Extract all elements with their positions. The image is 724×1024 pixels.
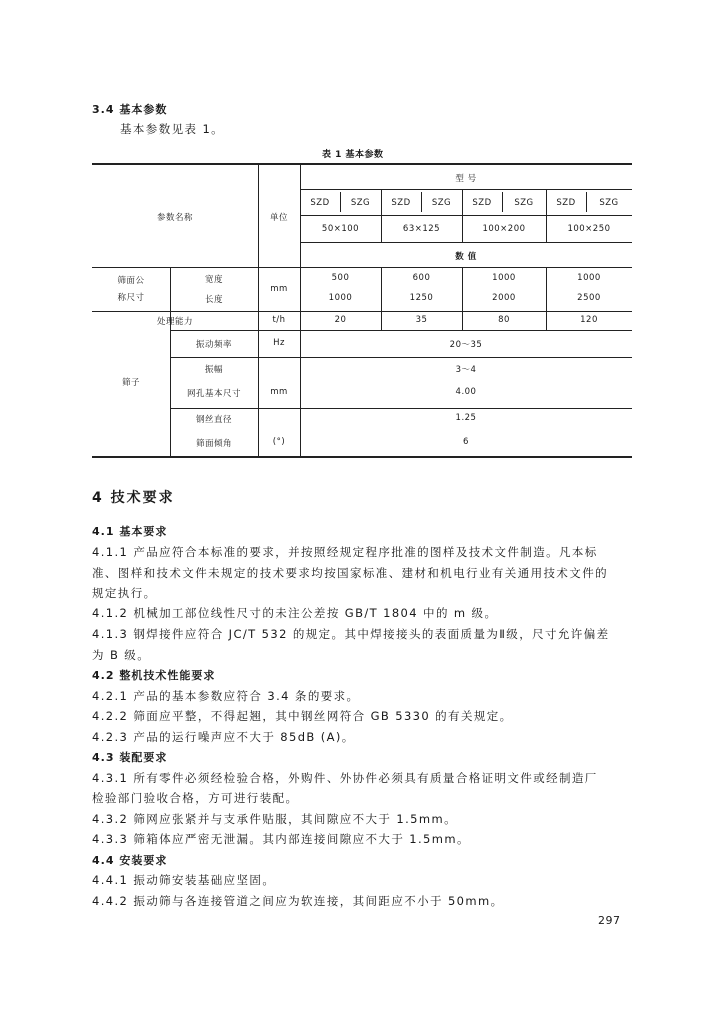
width-3: 1000 — [492, 273, 516, 283]
col-sep-1 — [381, 189, 382, 242]
frequency-unit: Hz — [273, 338, 285, 348]
capacity-3: 80 — [498, 315, 510, 325]
mesh-value: 4.00 — [455, 387, 477, 397]
size-4: 100×250 — [567, 224, 611, 234]
code-6: SZG — [514, 198, 534, 208]
table-bottom-border — [92, 456, 632, 458]
mesh-label: 网孔基本尺寸 — [186, 389, 241, 399]
clause-line: 4.1.3 钢焊接件应符合 JC/T 532 的规定。其中焊接接头的表面质量为Ⅱ级，尺寸允许偏差 — [92, 627, 610, 641]
clause-line: 检验部门验收合格，方可进行装配。 — [92, 791, 299, 805]
section-3-4-intro: 基本参数见表 1。 — [120, 122, 225, 136]
length-2: 1250 — [409, 293, 434, 303]
frequency-value: 20～35 — [449, 340, 483, 350]
capacity-1: 20 — [334, 315, 347, 325]
width-4: 1000 — [577, 273, 601, 283]
page-number: 297 — [598, 914, 621, 927]
amplitude-value: 3～4 — [455, 365, 477, 375]
section-4-heading: 4 技术要求 — [92, 490, 175, 506]
col-sep-3 — [546, 189, 547, 242]
surface-unit: mm — [270, 284, 288, 294]
screen-surface-label-2: 称尺寸 — [117, 293, 145, 303]
length-label: 长度 — [204, 295, 223, 305]
length-4: 2500 — [577, 293, 601, 303]
screen-label: 筛子 — [121, 378, 140, 388]
code-8: SZG — [599, 198, 619, 208]
clause-line: 4.2.1 产品的基本参数应符合 3.4 条的要求。 — [92, 689, 360, 703]
clause-heading: 4.2 整机技术性能要求 — [92, 669, 216, 682]
clause-line: 4.3.1 所有零件必须经检验合格，外购件、外协件必须具有质量合格证明文件或经制造厂 — [92, 771, 598, 785]
code-2: SZG — [350, 198, 371, 208]
capacity-2: 35 — [415, 315, 428, 325]
length-3: 2000 — [492, 293, 516, 303]
rule-mesh — [170, 408, 632, 409]
rule-frequency — [170, 357, 632, 358]
rule-header — [92, 267, 632, 268]
width-1: 500 — [331, 273, 350, 283]
size-2: 63×125 — [402, 224, 441, 234]
clause-line: 4.1.1 产品应符合本标准的要求，并按照经规定程序批准的图样及技术文件制造。凡本标 — [92, 545, 598, 559]
rule-model — [300, 189, 632, 190]
col-screen-sep — [170, 311, 171, 456]
incline-value: 6 — [463, 437, 469, 447]
clause-line: 4.3.3 筛箱体应严密无泄漏。其内部连接间隙应不大于 1.5mm。 — [92, 832, 470, 846]
capacity-label: 处理能力 — [156, 317, 193, 327]
rule-surface — [92, 311, 632, 312]
size-3: 100×200 — [482, 224, 526, 234]
frequency-label: 振动频率 — [195, 340, 232, 350]
mesh-unit: mm — [270, 387, 288, 397]
col-unit-left — [258, 165, 259, 456]
clause-line: 为 B 级。 — [92, 648, 151, 662]
clause-line: 4.4.1 振动筛安装基础应坚固。 — [92, 873, 276, 887]
col-sep-2 — [462, 189, 463, 242]
screen-surface-label-1: 筛面公 — [117, 276, 145, 286]
clause-heading: 4.1 基本要求 — [92, 525, 168, 538]
table-top-border — [92, 163, 632, 165]
table-caption: 表 1 基本参数 — [322, 150, 384, 160]
size-1: 50×100 — [321, 224, 360, 234]
rule-sizes — [300, 242, 632, 243]
code-5: SZD — [472, 198, 492, 208]
incline-unit: (°) — [272, 437, 286, 447]
code-3: SZD — [391, 198, 411, 208]
code-4: SZG — [431, 198, 452, 208]
wire-label: 钢丝直径 — [195, 415, 232, 425]
width-2: 600 — [412, 273, 431, 283]
code-7: SZD — [556, 198, 576, 208]
section-3-4-heading: 3.4 基本参数 — [92, 103, 168, 116]
clause-line: 4.1.2 机械加工部位线性尺寸的未注公差按 GB/T 1804 中的 m 级。 — [92, 606, 498, 620]
header-param-name: 参数名称 — [156, 213, 193, 223]
clause-heading: 4.3 装配要求 — [92, 751, 168, 764]
rule-codes — [300, 215, 632, 216]
code-1: SZD — [310, 198, 330, 208]
clause-line: 4.3.2 筛网应张紧并与支承件贴服，其间隙应不大于 1.5mm。 — [92, 812, 457, 826]
rule-capacity — [170, 330, 632, 331]
clause-line: 4.4.2 振动筛与各连接管道之间应为软连接，其间距应不小于 50mm。 — [92, 894, 504, 908]
capacity-unit: t/h — [272, 315, 286, 325]
wire-value: 1.25 — [455, 413, 477, 423]
clause-line: 准、图样和技术文件未规定的技术要求均按国家标准、建材和机电行业有关通用技术文件的 — [92, 566, 608, 580]
clause-line: 规定执行。 — [92, 586, 157, 600]
clause-heading: 4.4 安装要求 — [92, 854, 168, 867]
amplitude-label: 振幅 — [204, 365, 223, 375]
width-label: 宽度 — [204, 275, 223, 285]
clause-line: 4.2.2 筛面应平整，不得起翘，其中钢丝网符合 GB 5330 的有关规定。 — [92, 709, 513, 723]
header-model: 型 号 — [455, 174, 477, 184]
header-unit: 单位 — [269, 213, 288, 223]
clause-line: 4.2.3 产品的运行噪声应不大于 85dB (A)。 — [92, 730, 355, 744]
incline-label: 筛面倾角 — [195, 439, 232, 449]
length-1: 1000 — [328, 293, 353, 303]
capacity-4: 120 — [580, 315, 598, 325]
header-values: 数 值 — [455, 252, 477, 262]
